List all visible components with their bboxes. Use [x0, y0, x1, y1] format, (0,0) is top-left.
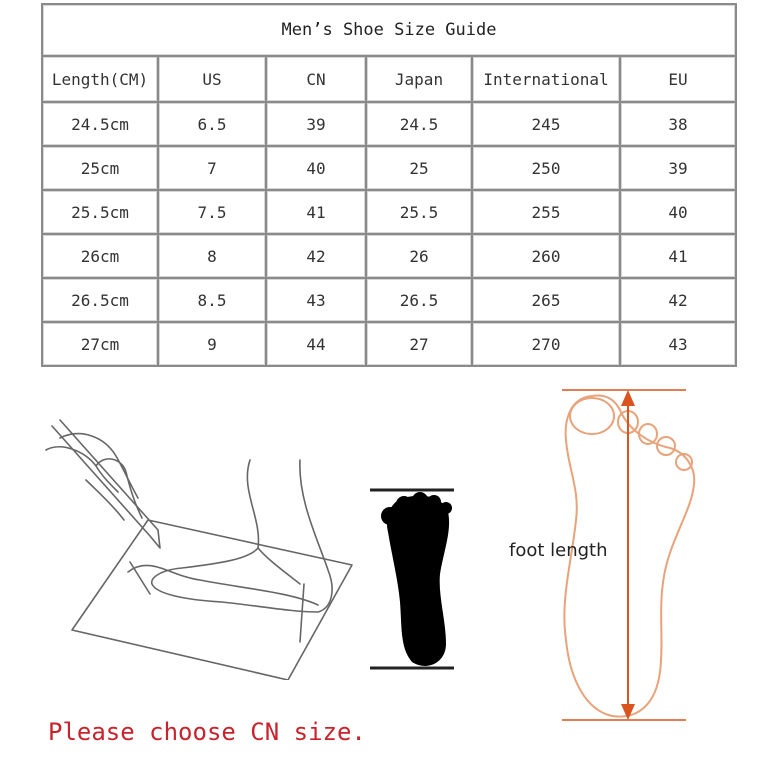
cell-cn: 39 — [266, 102, 366, 146]
table-header-row — [42, 56, 736, 102]
header-length: Length(CM) — [42, 56, 158, 102]
cell-us: 8.5 — [158, 278, 266, 322]
cell-eu: 39 — [620, 146, 736, 190]
arrow-head-down — [621, 704, 635, 720]
cell-eu: 40 — [620, 190, 736, 234]
table-row — [42, 190, 736, 234]
cell-international: 270 — [472, 322, 620, 366]
cell-eu: 42 — [620, 278, 736, 322]
cell-japan: 27 — [366, 322, 472, 366]
cell-cn: 40 — [266, 146, 366, 190]
cell-length: 25cm — [42, 146, 158, 190]
cell-cn: 44 — [266, 322, 366, 366]
cell-length: 27cm — [42, 322, 158, 366]
cell-eu: 38 — [620, 102, 736, 146]
cell-cn: 42 — [266, 234, 366, 278]
cell-japan: 25.5 — [366, 190, 472, 234]
arrow-head-up — [621, 390, 635, 406]
cell-japan: 24.5 — [366, 102, 472, 146]
cell-eu: 41 — [620, 234, 736, 278]
cell-us: 6.5 — [158, 102, 266, 146]
paper-sheet — [72, 520, 352, 680]
foot-length-label: foot length — [509, 540, 608, 561]
pen-outline — [52, 420, 160, 548]
cell-length: 26cm — [42, 234, 158, 278]
cell-us: 8 — [158, 234, 266, 278]
cell-international: 265 — [472, 278, 620, 322]
cell-us: 9 — [158, 322, 266, 366]
hand-outline — [46, 434, 142, 520]
cell-international: 255 — [472, 190, 620, 234]
size-note: Please choose CN size. — [48, 718, 366, 746]
cell-eu: 43 — [620, 322, 736, 366]
cell-length: 26.5cm — [42, 278, 158, 322]
cell-us: 7 — [158, 146, 266, 190]
footprint-group — [370, 490, 454, 668]
cell-length: 24.5cm — [42, 102, 158, 146]
cell-japan: 26 — [366, 234, 472, 278]
header-eu: EU — [620, 56, 736, 102]
table-title: Men’s Shoe Size Guide — [42, 4, 736, 56]
header-japan: Japan — [366, 56, 472, 102]
cell-international: 260 — [472, 234, 620, 278]
cell-cn: 41 — [266, 190, 366, 234]
table-row — [42, 146, 736, 190]
header-us: US — [158, 56, 266, 102]
measuring-illustration — [0, 380, 470, 680]
leg-outline — [152, 460, 332, 612]
cell-cn: 43 — [266, 278, 366, 322]
cell-japan: 26.5 — [366, 278, 472, 322]
header-international: International — [472, 56, 620, 102]
table-row — [42, 102, 736, 146]
shoe-size-table — [41, 3, 737, 367]
table-row — [42, 278, 736, 322]
cell-length: 25.5cm — [42, 190, 158, 234]
cell-international: 250 — [472, 146, 620, 190]
header-cn: CN — [266, 56, 366, 102]
table-row — [42, 234, 736, 278]
table-row — [42, 322, 736, 366]
cell-international: 245 — [472, 102, 620, 146]
cell-japan: 25 — [366, 146, 472, 190]
cell-us: 7.5 — [158, 190, 266, 234]
